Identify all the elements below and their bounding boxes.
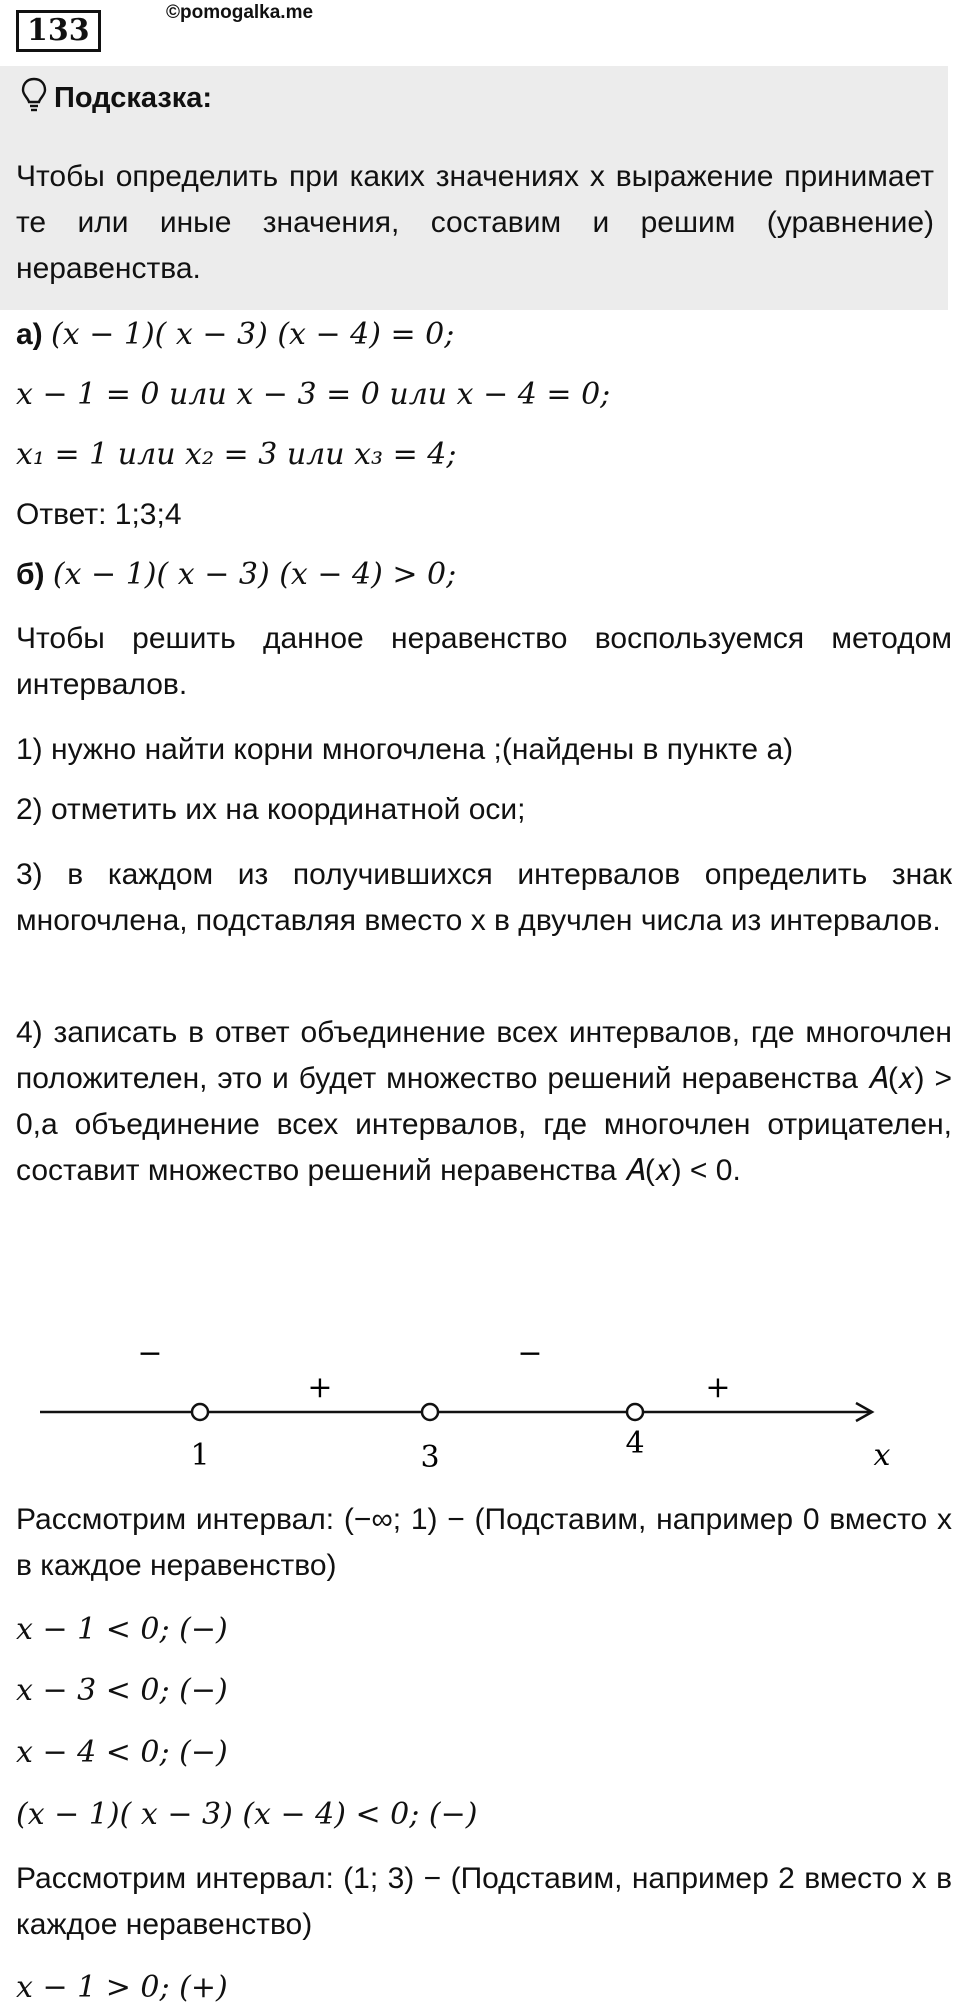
part-a-equation-line — [16, 312, 954, 358]
step-3: 3) в каждом из получившихся интервалов определить знак многочлена, подставляя вместо x в двучлен числа из интервалов. — [16, 858, 952, 937]
point-3-marker — [422, 1404, 438, 1420]
hint-title-text: Подсказка: — [54, 82, 213, 115]
point-4-marker — [627, 1404, 643, 1420]
interval-2-line-1: 𝑥 − 1 > 0; (+) — [16, 1970, 228, 2005]
interval-1-line-2: 𝑥 − 3 < 0; (−) — [16, 1673, 228, 1708]
step-1: 1) нужно найти корни многочлена ;(найдены в пункте а) — [16, 733, 794, 766]
part-b-inequality-line — [16, 552, 954, 598]
hint-box — [0, 66, 948, 310]
step-4: 4) записать в ответ объединение всех интервалов, где многочлен положителен, это и будет множество решений неравенства 𝐴(𝑥) > 0,а объединение всех интервалов, где многочлен отрицателен, составит множество решений неравенства 𝐴(𝑥) < 0. — [16, 1016, 952, 1187]
site-watermark: ©pomogalka.me — [166, 2, 314, 23]
part-b-intro: Чтобы решить данное неравенство воспользуемся методом интервалов. — [16, 622, 952, 701]
axis-label: x — [873, 1438, 891, 1473]
part-b-inequality: (𝑥 − 1)( 𝑥 − 3) (𝑥 − 4) > 0; — [52, 557, 457, 592]
point-4-label: 4 — [625, 1426, 645, 1461]
sign-3: − — [517, 1336, 543, 1371]
sign-2: + — [307, 1370, 333, 1405]
point-3-label: 3 — [420, 1440, 440, 1475]
part-a-line-3: 𝑥₁ = 1 или 𝑥₂ = 3 или 𝑥₃ = 4; — [16, 437, 457, 472]
part-a-equation: (𝑥 − 1)( 𝑥 − 3) (𝑥 − 4) = 0; — [51, 317, 455, 352]
sign-4: + — [705, 1370, 731, 1405]
interval-1-line-1: 𝑥 − 1 < 0; (−) — [16, 1612, 228, 1647]
point-1-marker — [192, 1404, 208, 1420]
point-1-label: 1 — [190, 1438, 210, 1473]
interval-1-line-3: 𝑥 − 4 < 0; (−) — [16, 1735, 228, 1770]
step-2: 2) отметить их на координатной оси; — [16, 793, 526, 826]
interval-1-line-4: (𝑥 − 1)( 𝑥 − 3) (𝑥 − 4) < 0; (−) — [16, 1797, 478, 1832]
part-a-label: а) — [16, 318, 43, 351]
sign-1: − — [137, 1336, 163, 1371]
part-a-line-2: 𝑥 − 1 = 0 или 𝑥 − 3 = 0 или 𝑥 − 4 = 0; — [16, 377, 611, 412]
hint-title — [20, 76, 212, 123]
hint-text: Чтобы определить при каких значениях x выражение принимает те или иные значения, составим и решим (уравнение) неравенства. — [16, 160, 934, 285]
part-a-answer: Ответ: 1;3;4 — [16, 498, 182, 531]
interval-1-text: Рассмотрим интервал: (−∞; 1) − (Подставим, например 0 вместо x в каждое неравенство) — [16, 1503, 952, 1582]
task-number: 133 — [16, 10, 101, 52]
lightbulb-icon — [20, 76, 48, 123]
part-b-label: б) — [16, 558, 45, 591]
number-line — [30, 1315, 910, 1500]
interval-2-text: Рассмотрим интервал: (1; 3) − (Подставим, например 2 вместо x в каждое неравенство) — [16, 1862, 952, 1941]
